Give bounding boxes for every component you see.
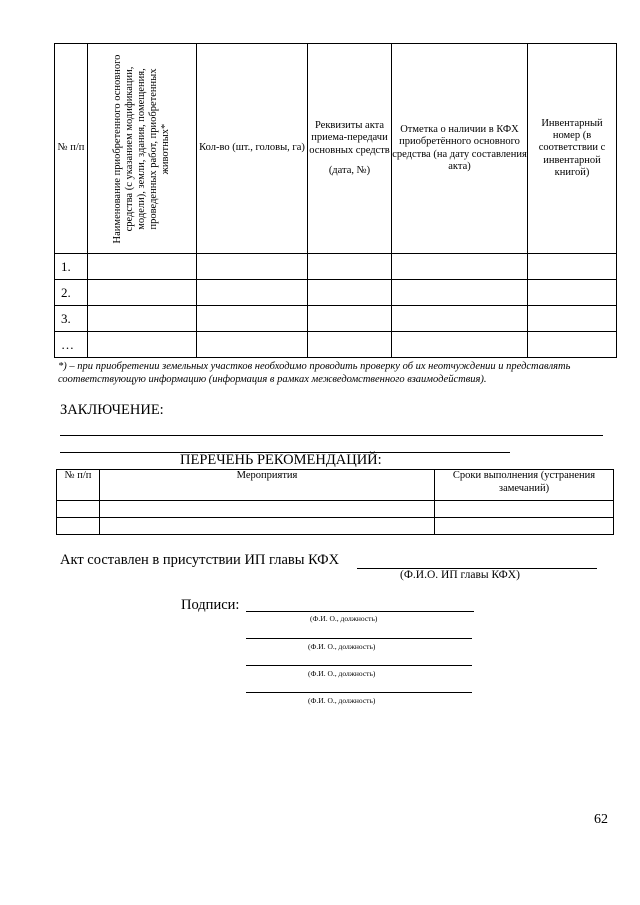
- cell-act-details[interactable]: [308, 306, 392, 332]
- signature-caption: (Ф.И. О., должность): [308, 642, 376, 651]
- signatures-label: Подписи:: [181, 597, 240, 613]
- header-name: [88, 44, 197, 254]
- cell-qty[interactable]: [197, 332, 308, 358]
- rec-header-activity: Мероприятия: [100, 470, 435, 501]
- header-act-details: [308, 44, 392, 254]
- rec-cell-activity[interactable]: [100, 501, 435, 518]
- recommendations-table: [56, 469, 614, 535]
- rec-header-num: № п/п: [57, 470, 100, 501]
- header-num: [55, 44, 88, 254]
- cell-name[interactable]: [88, 306, 197, 332]
- header-act-details-sub: (дата, №): [328, 164, 371, 176]
- recommendations-header-row: [57, 470, 614, 501]
- cell-mark[interactable]: [392, 332, 528, 358]
- cell-inventory[interactable]: [528, 306, 617, 332]
- signature-caption: (Ф.И. О., должность): [310, 614, 378, 623]
- footnote: *) – при приобретении земельных участков необходимо проводить проверку об их неотчуждении и представлять соответствующую информацию (информация в рамках межведомственного взаимодействия).: [58, 361, 571, 386]
- signature-line[interactable]: [246, 611, 474, 612]
- signature-line[interactable]: [246, 638, 472, 639]
- header-num-label: № п/п: [57, 142, 85, 154]
- header-mark: [392, 44, 528, 254]
- cell-mark[interactable]: [392, 280, 528, 306]
- cell-inventory[interactable]: [528, 280, 617, 306]
- cell-inventory[interactable]: [528, 332, 617, 358]
- cell-act-details[interactable]: [308, 332, 392, 358]
- cell-qty[interactable]: [197, 280, 308, 306]
- recommendations-title: ПЕРЕЧЕНЬ РЕКОМЕНДАЦИЙ:: [180, 452, 382, 468]
- cell-inventory[interactable]: [528, 254, 617, 280]
- cell-act-details[interactable]: [308, 254, 392, 280]
- rec-cell-deadline[interactable]: [435, 501, 614, 518]
- row-number: 2.: [55, 280, 88, 306]
- header-inventory: [528, 44, 617, 254]
- row-number: 3.: [55, 306, 88, 332]
- signature-line[interactable]: [246, 665, 472, 666]
- cell-name[interactable]: [88, 254, 197, 280]
- cell-name[interactable]: [88, 280, 197, 306]
- signature-caption: (Ф.И. О., должность): [308, 696, 376, 705]
- head-name-caption: (Ф.И.О. ИП главы КФХ): [400, 569, 520, 581]
- header-mark-label: Отметка о наличии в КФХ приобретённого основного средства (на дату составления акта): [392, 123, 527, 172]
- header-qty-label: Кол-во (шт., головы, га): [199, 142, 305, 154]
- rec-cell-activity[interactable]: [100, 518, 435, 535]
- table-row: [55, 254, 617, 280]
- table-row: [55, 332, 617, 358]
- cell-act-details[interactable]: [308, 280, 392, 306]
- cell-mark[interactable]: [392, 306, 528, 332]
- rec-header-deadline: Сроки выполнения (устранения замечаний): [435, 470, 614, 501]
- row-number: 1.: [55, 254, 88, 280]
- header-qty: [197, 44, 308, 254]
- page-number: 62: [594, 812, 608, 827]
- header-inventory-label: Инвентарный номер (в соответствии с инвентарной книгой): [538, 117, 606, 179]
- header-name-label: Наименование приобретенного основного средства (с указанием модификации, модели), земли, здания, помещения, проведенных работ, приобретенных животных*: [111, 54, 172, 243]
- table-row: [57, 501, 614, 518]
- table-row: [55, 306, 617, 332]
- row-number: …: [55, 332, 88, 358]
- rec-cell-num[interactable]: [57, 518, 100, 535]
- header-act-details-label: Реквизиты акта приема-передачи основных средств: [309, 119, 390, 156]
- signature-line[interactable]: [246, 692, 472, 693]
- rec-cell-num[interactable]: [57, 501, 100, 518]
- conclusion-title: ЗАКЛЮЧЕНИЕ:: [60, 402, 164, 418]
- rec-cell-deadline[interactable]: [435, 518, 614, 535]
- fixed-assets-table: [54, 43, 617, 358]
- table-header-row: [55, 44, 617, 254]
- act-statement: Акт составлен в присутствии ИП главы КФХ: [60, 552, 340, 568]
- conclusion-line[interactable]: [60, 435, 603, 436]
- table-row: [55, 280, 617, 306]
- cell-qty[interactable]: [197, 306, 308, 332]
- signature-caption: (Ф.И. О., должность): [308, 669, 376, 678]
- cell-name[interactable]: [88, 332, 197, 358]
- table-row: [57, 518, 614, 535]
- cell-qty[interactable]: [197, 254, 308, 280]
- cell-mark[interactable]: [392, 254, 528, 280]
